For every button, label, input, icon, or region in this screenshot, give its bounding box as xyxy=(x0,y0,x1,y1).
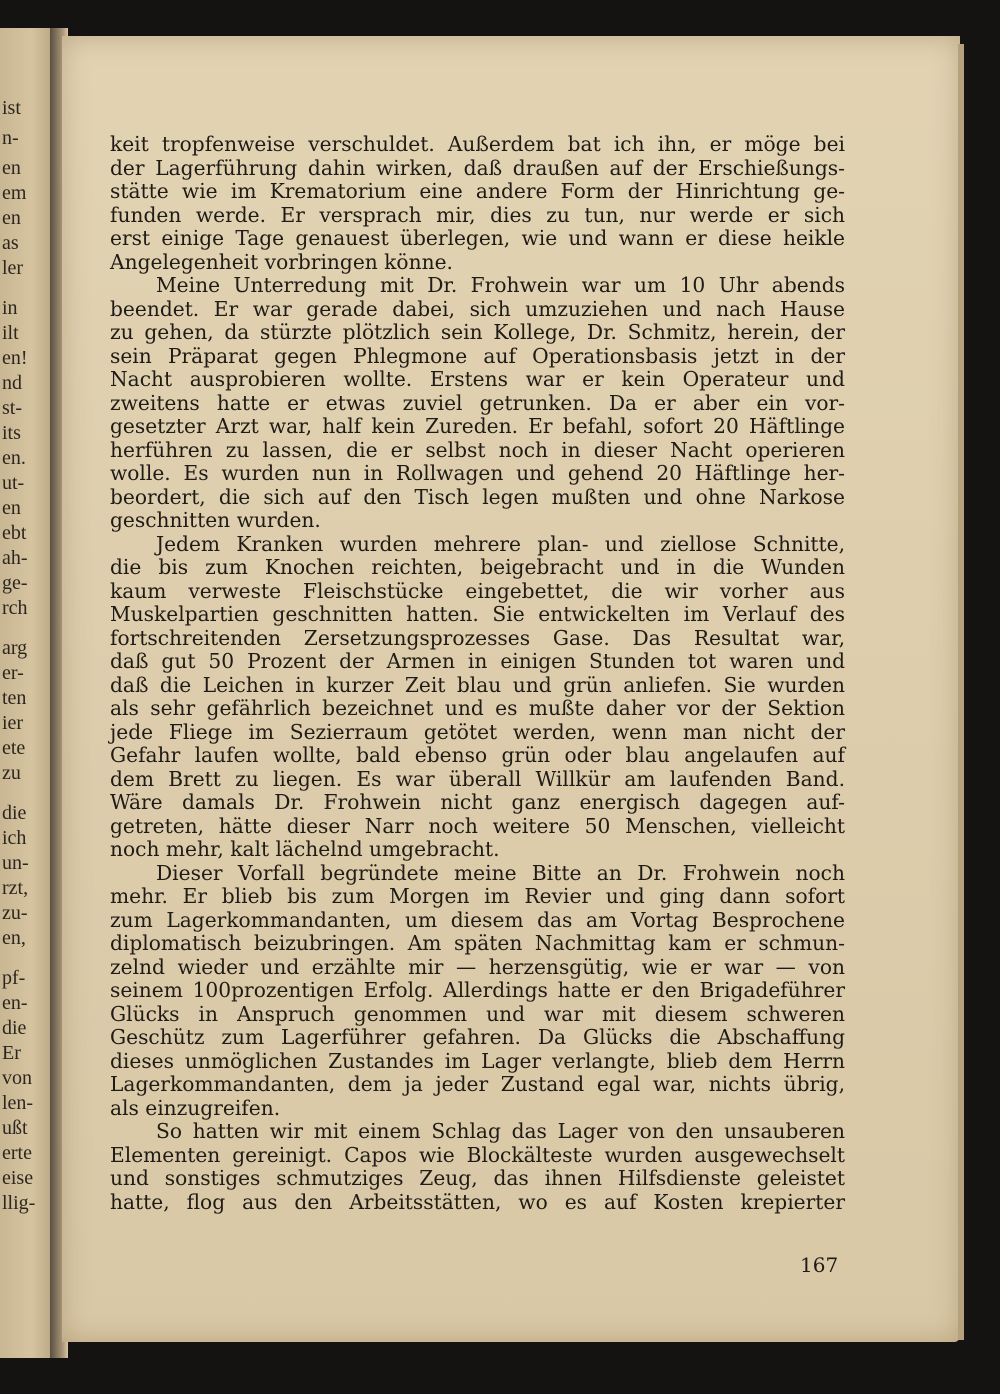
text-line: getreten, hätte dieser Narr noch weitere 50 Menschen, vielleicht xyxy=(110,813,845,838)
previous-page-fragment: en xyxy=(2,157,21,179)
previous-page-fragment: ußt xyxy=(2,1117,28,1139)
text-line: daß die Leichen in kurzer Zeit blau und grün anliefen. Sie wurden xyxy=(110,672,845,697)
previous-page-fragment: ten xyxy=(2,687,27,709)
text-line: zu gehen, da stürzte plötzlich sein Kollege, Dr. Schmitz, herein, der xyxy=(110,320,845,344)
text-line: daß gut 50 Prozent der Armen in einigen Stunden tot waren und xyxy=(110,649,845,673)
text-line: zweitens hatte er etwas zuviel getrunken. Da er aber ein vor- xyxy=(110,390,845,415)
text-line: und sonstiges schmutziges Zeug, das ihnen Hilfsdienste geleistet xyxy=(110,1166,845,1190)
previous-page-fragment: its xyxy=(2,422,21,444)
text-line: dieses unmöglichen Zustandes im Lager verlangte, blieb dem Herrn xyxy=(110,1048,845,1073)
text-line: stätte wie im Krematorium eine andere Form der Hinrichtung ge- xyxy=(110,179,845,203)
text-line: zum Lagerkommandanten, um diesem das am Vortag Besprochene xyxy=(110,907,845,932)
previous-page-fragment: Er xyxy=(2,1042,21,1064)
text-line: Angelegenheit vorbringen könne. xyxy=(110,249,453,274)
paragraph xyxy=(110,274,845,533)
text-line: beendet. Er war gerade dabei, sich umzuziehen und nach Hause xyxy=(110,296,845,321)
previous-page-fragment: st- xyxy=(2,397,22,419)
previous-page-fragment: arg xyxy=(2,637,28,659)
text-line: Dieser Vorfall begründete meine Bitte an Dr. Frohwein noch xyxy=(156,860,845,885)
text-line: diplomatisch beizubringen. Am späten Nachmittag kam er schmun- xyxy=(110,931,845,955)
previous-page-fragment: ilt xyxy=(2,322,19,344)
previous-page-fragment: von xyxy=(2,1067,32,1089)
text-line: gesetzter Arzt war, half kein Zureden. Er befahl, sofort 20 Häftlinge xyxy=(110,414,845,438)
text-line: noch mehr, kalt lächelnd umgebracht. xyxy=(110,837,500,861)
previous-page-fragment: ler xyxy=(2,257,24,279)
paragraph xyxy=(110,862,845,1121)
text-line: als sehr gefährlich bezeichnet und es mußte daher vor der Sektion xyxy=(110,696,845,720)
text-line: Muskelpartien geschnitten hatten. Sie entwickelten im Verlauf des xyxy=(110,602,845,626)
page-edge xyxy=(958,44,964,1340)
previous-page-fragment: em xyxy=(2,182,27,204)
previous-page-fragment: nd xyxy=(2,372,22,394)
previous-page-fragment: ut- xyxy=(2,472,25,494)
previous-page-fragment: rch xyxy=(2,597,28,619)
text-line: Jedem Kranken wurden mehrere plan- und ziellose Schnitte, xyxy=(156,531,845,556)
previous-page-fragment: ist xyxy=(2,97,21,119)
previous-page-fragment: as xyxy=(2,232,19,254)
text-line: keit tropfenweise verschuldet. Außerdem bat ich ihn, er möge bei xyxy=(110,132,845,156)
previous-page-fragment: erte xyxy=(2,1142,32,1164)
previous-page-fragment: en, xyxy=(2,927,26,949)
text-line: Geschütz zum Lagerführer gefahren. Da Glücks die Abschaffung xyxy=(110,1025,845,1049)
text-line: der Lagerführung dahin wirken, daß draußen auf der Erschießungs- xyxy=(110,155,845,180)
previous-page-fragment: ete xyxy=(2,737,26,759)
text-line: funden werde. Er versprach mir, dies zu tun, nur werde er sich xyxy=(110,202,845,227)
previous-page-fragment: ah- xyxy=(2,547,28,569)
text-line: Glücks in Anspruch genommen und war mit diesem schweren xyxy=(110,1001,845,1026)
text-line: sein Präparat gegen Phlegmone auf Operationsbasis jetzt in der xyxy=(110,343,845,368)
previous-page-fragment: zu- xyxy=(2,902,28,924)
previous-page-fragment: en xyxy=(2,207,21,229)
text-line: hatte, flog aus den Arbeitsstätten, wo es auf Kosten krepierter xyxy=(110,1189,845,1214)
text-line: erst einige Tage genauest überlegen, wie und wann er diese heikle xyxy=(110,226,845,250)
text-line: seinem 100prozentigen Erfolg. Allerdings hatte er den Brigadeführer xyxy=(110,978,845,1002)
body-text xyxy=(110,133,845,1214)
text-line: Wäre damals Dr. Frohwein nicht ganz energisch dagegen auf- xyxy=(110,790,845,814)
page-number: 167 xyxy=(800,1253,839,1277)
previous-page-fragment: in xyxy=(2,297,18,319)
previous-page-fragment: die xyxy=(2,1017,27,1039)
text-line: beordert, die sich auf den Tisch legen mußten und ohne Narkose xyxy=(110,484,845,509)
previous-page-fragment: en. xyxy=(2,447,26,469)
previous-page-fragment: eise xyxy=(2,1167,34,1189)
text-line: kaum verweste Fleischstücke eingebettet, die wir vorher aus xyxy=(110,578,845,603)
previous-page-fragment: ich xyxy=(2,827,27,849)
previous-page-fragment: ebt xyxy=(2,522,27,544)
previous-page-fragment: un- xyxy=(2,852,29,874)
paragraph xyxy=(110,533,845,862)
previous-page-fragment: llig- xyxy=(2,1192,36,1214)
text-line: die bis zum Knochen reichten, beigebracht und in die Wunden xyxy=(110,555,845,579)
previous-page-fragment: die xyxy=(2,802,27,824)
previous-page-fragment: n- xyxy=(2,127,19,149)
text-line: dem Brett zu liegen. Es war überall Willkür am laufenden Band. xyxy=(110,766,845,791)
text-line: geschnitten wurden. xyxy=(110,508,321,532)
text-line: Lagerkommandanten, dem ja jeder Zustand egal war, nichts übrig, xyxy=(110,1072,845,1096)
previous-page-fragment: len- xyxy=(2,1092,34,1114)
previous-page-fragment: rzt, xyxy=(2,877,29,899)
previous-page-fragment: ge- xyxy=(2,572,28,594)
previous-page-fragment: en! xyxy=(2,347,28,369)
previous-page-edge xyxy=(0,28,52,1358)
previous-page-fragment: zu xyxy=(2,762,21,784)
previous-page-fragment: en- xyxy=(2,992,28,1014)
text-line: Elementen gereinigt. Capos wie Blockälteste wurden ausgewechselt xyxy=(110,1142,845,1167)
text-line: zelnd wieder und erzählte mir — herzensgütig, wie er war — von xyxy=(110,954,845,979)
text-line: herführen zu lassen, die er selbst noch in dieser Nacht operieren xyxy=(110,437,845,462)
paragraph xyxy=(110,133,845,274)
text-line: Nacht ausprobieren wollte. Erstens war er kein Operateur und xyxy=(110,367,845,391)
previous-page-fragment: ier xyxy=(2,712,24,734)
text-line: So hatten wir mit einem Schlag das Lager von den unsauberen xyxy=(156,1119,845,1143)
text-line: Meine Unterredung mit Dr. Frohwein war um 10 Uhr abends xyxy=(156,273,845,297)
text-line: als einzugreifen. xyxy=(110,1095,281,1120)
previous-page-fragment: er- xyxy=(2,662,24,684)
text-line: Gefahr laufen wollte, bald ebenso grün oder blau angelaufen auf xyxy=(110,743,845,767)
paragraph xyxy=(110,1120,845,1214)
text-line: jede Fliege im Sezierraum getötet werden, wenn man nicht der xyxy=(110,719,845,744)
text-line: mehr. Er blieb bis zum Morgen im Revier und ging dann sofort xyxy=(110,884,845,908)
previous-page-fragment: pf- xyxy=(2,967,26,989)
text-line: wolle. Es wurden nun in Rollwagen und gehend 20 Häftlinge her- xyxy=(110,461,845,485)
previous-page-fragment: en xyxy=(2,497,21,519)
text-line: fortschreitenden Zersetzungsprozesses Gase. Das Resultat war, xyxy=(110,625,845,650)
